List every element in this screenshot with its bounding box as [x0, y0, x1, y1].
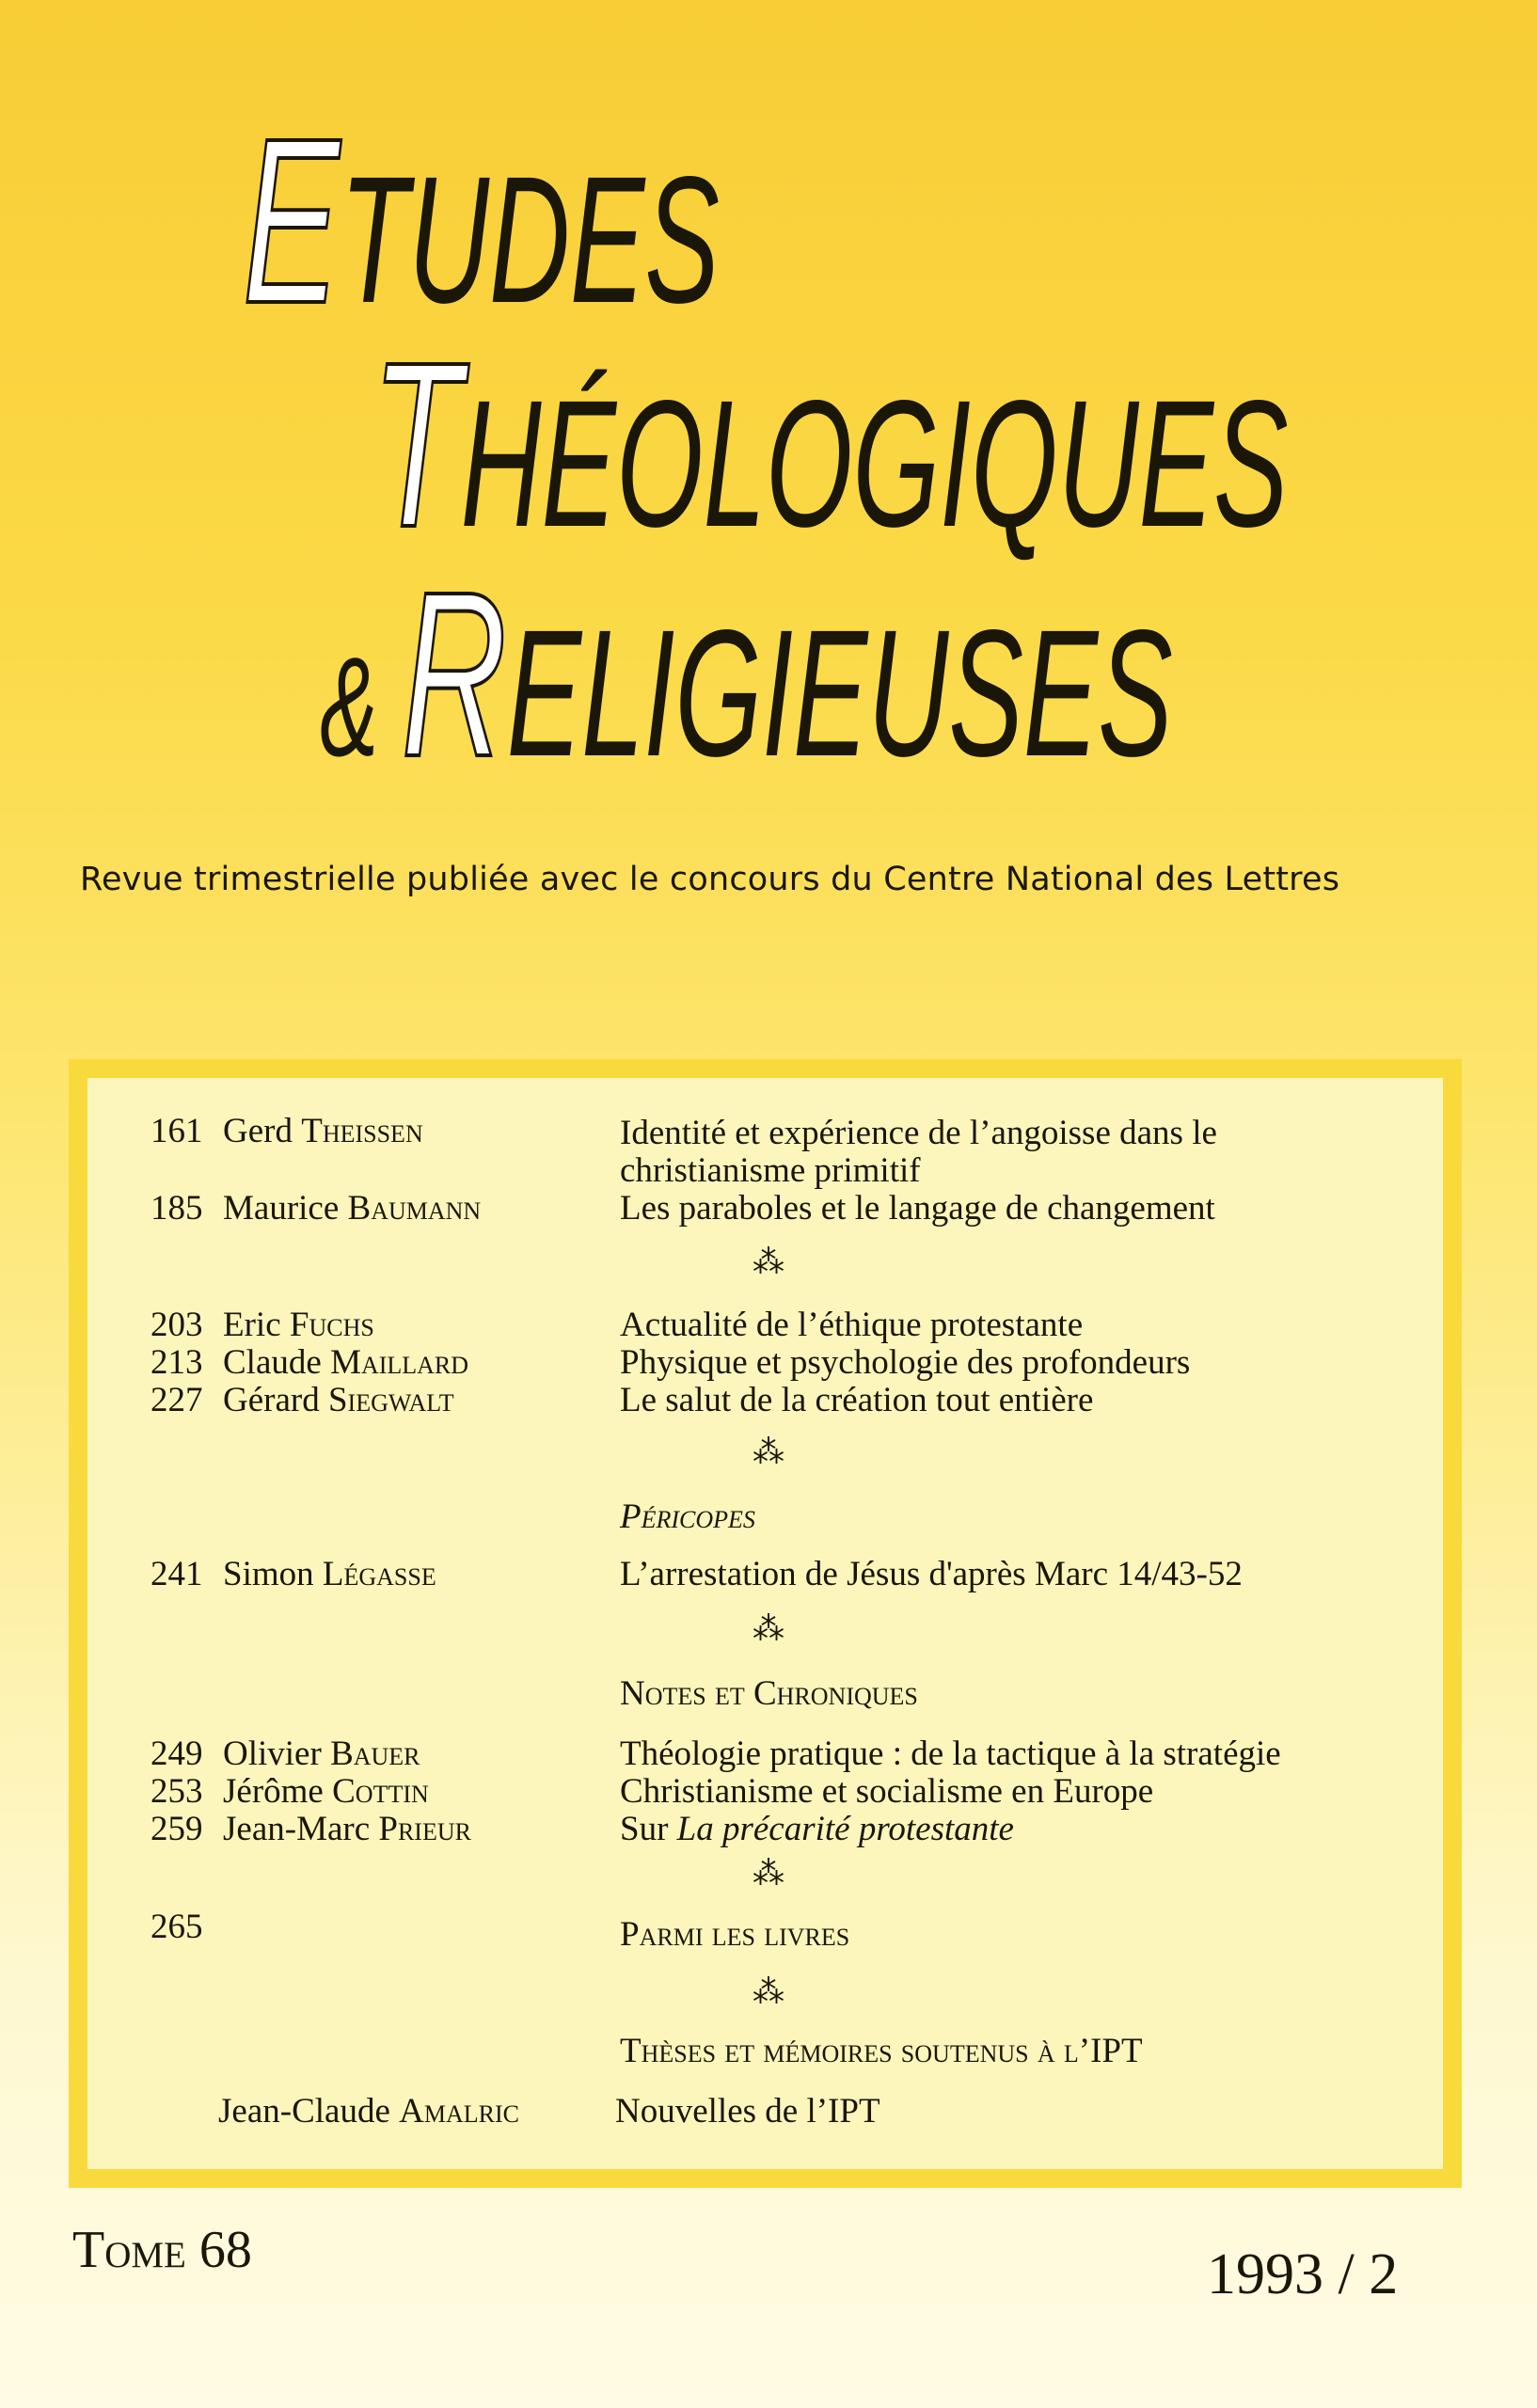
entry-page: 259	[151, 1810, 203, 1848]
entry-page: 161	[151, 1112, 203, 1150]
entry-page: 249	[151, 1735, 203, 1773]
entry-author: Claude Maillard	[223, 1343, 469, 1382]
title-line-theologiques	[372, 313, 1289, 576]
entry-author: Maurice Baumann	[223, 1189, 482, 1228]
entry-title: Physique et psychologie des profondeurs	[620, 1343, 1191, 1382]
separator-star: ⁂	[753, 1245, 784, 1280]
title-line-religieuses	[320, 543, 1173, 805]
entry-page: 253	[151, 1772, 203, 1811]
section-pericopes: Péricopes	[620, 1497, 755, 1536]
separator-star: ⁂	[753, 1435, 784, 1470]
entry-title: Sur La précarité protestante	[620, 1810, 1014, 1848]
title-initial: R	[401, 543, 507, 805]
entry-page: 265	[151, 1908, 203, 1946]
entry-author: Eric Fuchs	[223, 1306, 374, 1344]
subtitle: Revue trimestrielle publiée avec le concours du Centre National des Lettres	[80, 861, 1340, 898]
separator-star: ⁂	[753, 1975, 784, 2010]
entry-author: Gérard Siegwalt	[223, 1381, 454, 1419]
section-notes: Notes et Chroniques	[620, 1674, 918, 1713]
entry-title: Théologie pratique : de la tactique à la stratégie	[620, 1735, 1281, 1773]
entry-title: Actualité de l’éthique protestante	[620, 1306, 1084, 1344]
entry-author: Jérôme Cottin	[223, 1772, 429, 1811]
title-rest: TUDES	[340, 138, 720, 341]
entry-page: 185	[151, 1189, 203, 1228]
title-initial: T	[372, 313, 461, 576]
entry-title: Les paraboles et le langage de changement	[620, 1189, 1215, 1228]
entry-page: 203	[151, 1306, 203, 1344]
separator-star: ⁂	[753, 1857, 784, 1892]
section-parmi-les-livres: Parmi les livres	[620, 1915, 850, 1954]
section-theses: Thèses et mémoires soutenus à l’IPT	[620, 2032, 1143, 2070]
title-rest: ELIGIEUSES	[506, 592, 1173, 794]
title-initial: E	[243, 89, 341, 352]
entry-page: 227	[151, 1381, 203, 1419]
issue-label: 1993 / 2	[1207, 2242, 1399, 2306]
separator-star: ⁂	[753, 1612, 784, 1647]
entry-author: Simon Légasse	[223, 1555, 436, 1593]
entry-title-cont: christianisme primitif	[620, 1151, 921, 1190]
title-ampersand: &	[320, 627, 379, 785]
title-line-etudes	[243, 89, 720, 352]
entry-page: 213	[151, 1343, 203, 1382]
entry-author: Gerd Theissen	[223, 1112, 423, 1150]
entry-title: Christianisme et socialisme en Europe	[620, 1772, 1154, 1811]
entry-author: Olivier Bauer	[223, 1735, 420, 1773]
tome-label: Tome 68	[72, 2221, 252, 2279]
entry-author: Jean-Marc Prieur	[223, 1810, 471, 1848]
entry-author: Jean-Claude Amalric	[218, 2092, 519, 2131]
entry-title: Nouvelles de l’IPT	[615, 2092, 880, 2131]
title-rest: HÉOLOGIQUES	[460, 362, 1289, 564]
entry-title: Le salut de la création tout entière	[620, 1381, 1094, 1419]
entry-title: L’arrestation de Jésus d'après Marc 14/43-52	[620, 1555, 1243, 1593]
entry-title: Identité et expérience de l’angoisse dans le	[620, 1114, 1217, 1152]
entry-page: 241	[151, 1555, 203, 1593]
